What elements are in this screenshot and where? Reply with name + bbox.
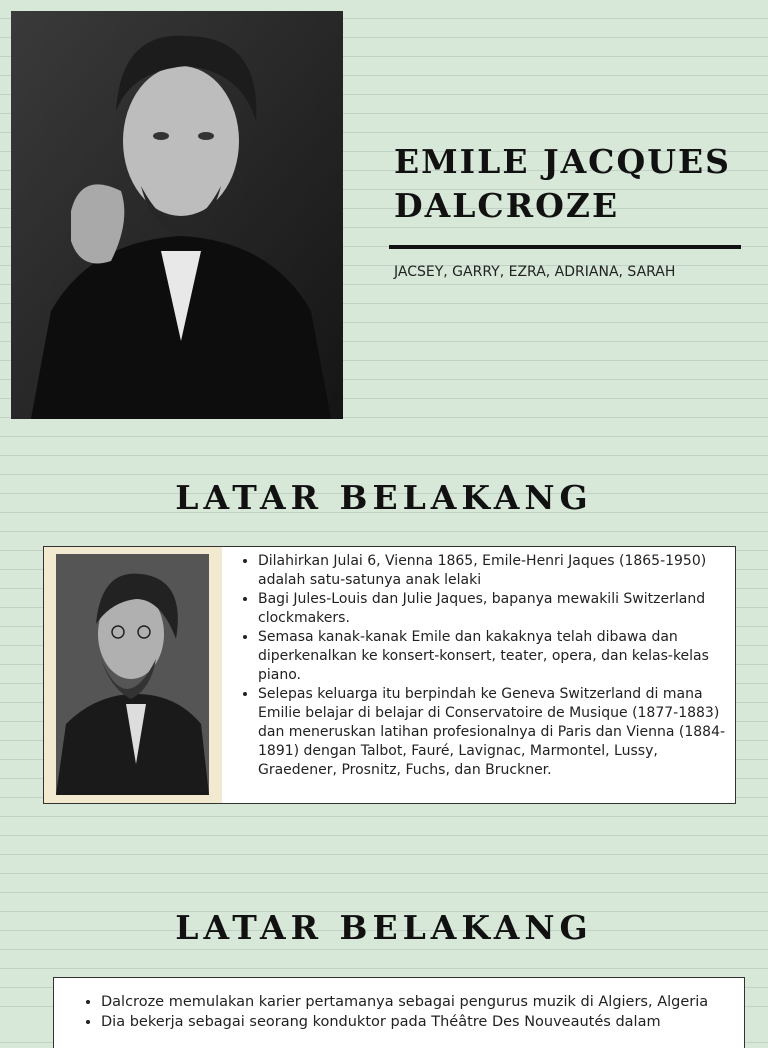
list-item: • Semasa kanak-kanak Emile dan kakaknya telah dibawa dan diperkenalkan ke konsert-konsert, teater, opera, dan kelas-kelas piano. (258, 628, 736, 685)
list-item: • Dia bekerja sebagai seorang konduktor pada Théâtre Des Nouveautés dalam (101, 1012, 741, 1032)
portrait-photo-icon (11, 11, 343, 419)
list-item: • Bagi Jules-Louis dan Julie Jaques, bapanya mewakili Switzerland clockmakers. (258, 590, 736, 628)
background-card-1 (43, 546, 736, 804)
list-item: • Dalcroze memulakan karier pertamanya sebagai pengurus muzik di Algiers, Algeria (101, 992, 741, 1012)
bullet-list-1 (242, 552, 736, 780)
section-heading-2: LATAR BELAKANG (175, 908, 593, 947)
list-item: • Dilahirkan Julai 6, Vienna 1865, Emile-Henri Jaques (1865-1950) adalah satu-satunya anak lelaki (258, 552, 736, 590)
portrait-photo-second (56, 554, 209, 795)
authors-line: JACSEY, GARRY, EZRA, ADRIANA, SARAH (394, 264, 676, 280)
portrait-photo-icon (56, 554, 209, 795)
page-title: EMILE JACQUES DALCROZE (394, 142, 731, 225)
section-heading-1: LATAR BELAKANG (175, 478, 593, 517)
photo-frame (44, 547, 222, 803)
portrait-photo-main (11, 11, 343, 419)
title-divider (389, 245, 741, 249)
background-card-2 (53, 977, 745, 1048)
bullet-list-2 (85, 992, 741, 1032)
list-item: • Selepas keluarga itu berpindah ke Geneva Switzerland di mana Emilie belajar di belajar di Conservatoire de Musique (1877-1883) dan meneruskan latihan profesionalnya di Paris dan Vienna (1884-1891) dengan Talbot, Fauré, Lavignac, Marmontel, Lussy, Graedener, Prosnitz, Fuchs, dan Bruckner. (258, 685, 736, 780)
